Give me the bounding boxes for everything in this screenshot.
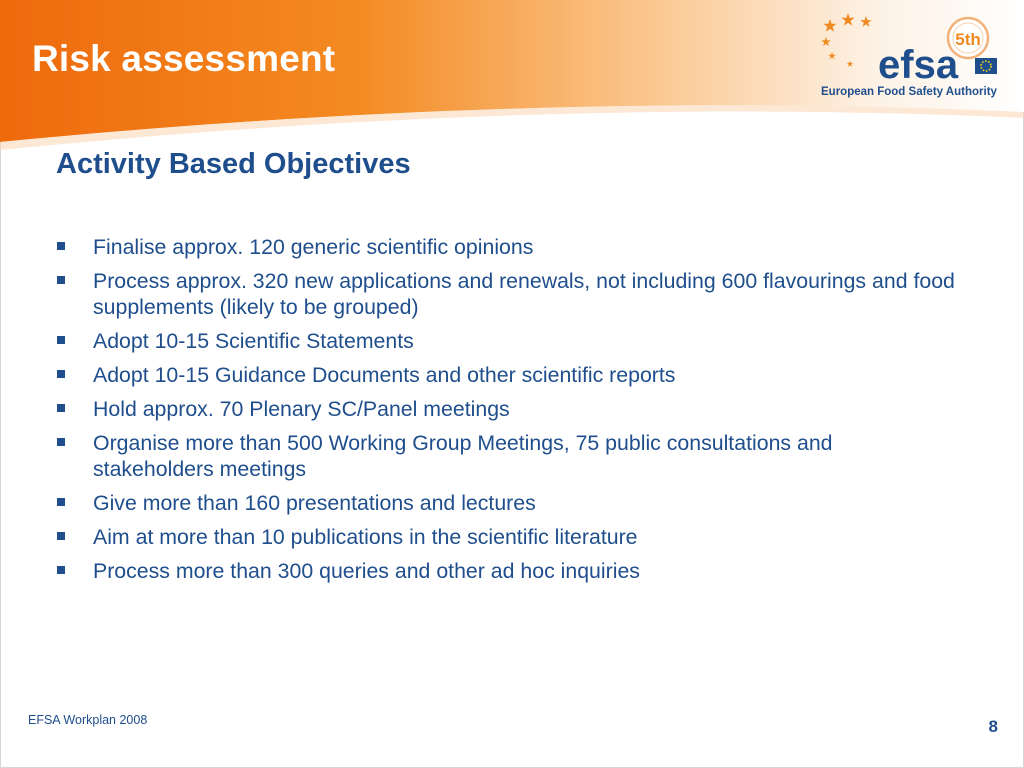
section-heading: Activity Based Objectives — [56, 148, 411, 180]
page-number: 8 — [988, 717, 998, 736]
list-item-text: Adopt 10-15 Guidance Documents and other scientific reports — [93, 363, 676, 387]
square-bullet-icon — [57, 404, 65, 412]
list-item — [56, 490, 956, 516]
logo-star-icon — [821, 37, 831, 46]
anniversary-badge-text: 5th — [955, 30, 981, 49]
list-item — [56, 396, 956, 422]
list-item — [56, 430, 956, 482]
square-bullet-icon — [57, 276, 65, 284]
list-item-text: Hold approx. 70 Plenary SC/Panel meetings — [93, 397, 510, 421]
logo-star-icon — [828, 52, 836, 59]
efsa-logo — [818, 12, 1008, 112]
logo-star-icon — [841, 13, 854, 26]
list-item-text: Process approx. 320 new applications and renewals, not including 600 flavourings and food supplements (likely to be grouped) — [93, 269, 955, 319]
list-item — [56, 524, 956, 550]
efsa-logo-graphic — [818, 12, 1008, 87]
list-item — [56, 234, 956, 260]
square-bullet-icon — [57, 336, 65, 344]
logo-star-icon — [847, 61, 854, 67]
logo-tagline: European Food Safety Authority — [821, 86, 997, 98]
list-item-text: Finalise approx. 120 generic scientific opinions — [93, 235, 534, 259]
list-item-text: Organise more than 500 Working Group Meetings, 75 public consultations and stakeholders meetings — [93, 431, 833, 481]
slide-title: Risk assessment — [32, 38, 336, 79]
list-item — [56, 558, 956, 584]
list-item-text: Process more than 300 queries and other ad hoc inquiries — [93, 559, 640, 583]
logo-star-icon — [860, 16, 871, 27]
square-bullet-icon — [57, 498, 65, 506]
objectives-list — [56, 234, 956, 592]
logo-star-icon — [823, 19, 836, 32]
list-item — [56, 268, 956, 320]
efsa-wordmark: efsa — [878, 43, 959, 87]
square-bullet-icon — [57, 438, 65, 446]
list-item-text: Give more than 160 presentations and lectures — [93, 491, 536, 515]
footer-text: EFSA Workplan 2008 — [28, 713, 148, 727]
square-bullet-icon — [57, 242, 65, 250]
square-bullet-icon — [57, 566, 65, 574]
list-item — [56, 328, 956, 354]
list-item-text: Adopt 10-15 Scientific Statements — [93, 329, 414, 353]
square-bullet-icon — [57, 532, 65, 540]
list-item-text: Aim at more than 10 publications in the scientific literature — [93, 525, 638, 549]
list-item — [56, 362, 956, 388]
square-bullet-icon — [57, 370, 65, 378]
